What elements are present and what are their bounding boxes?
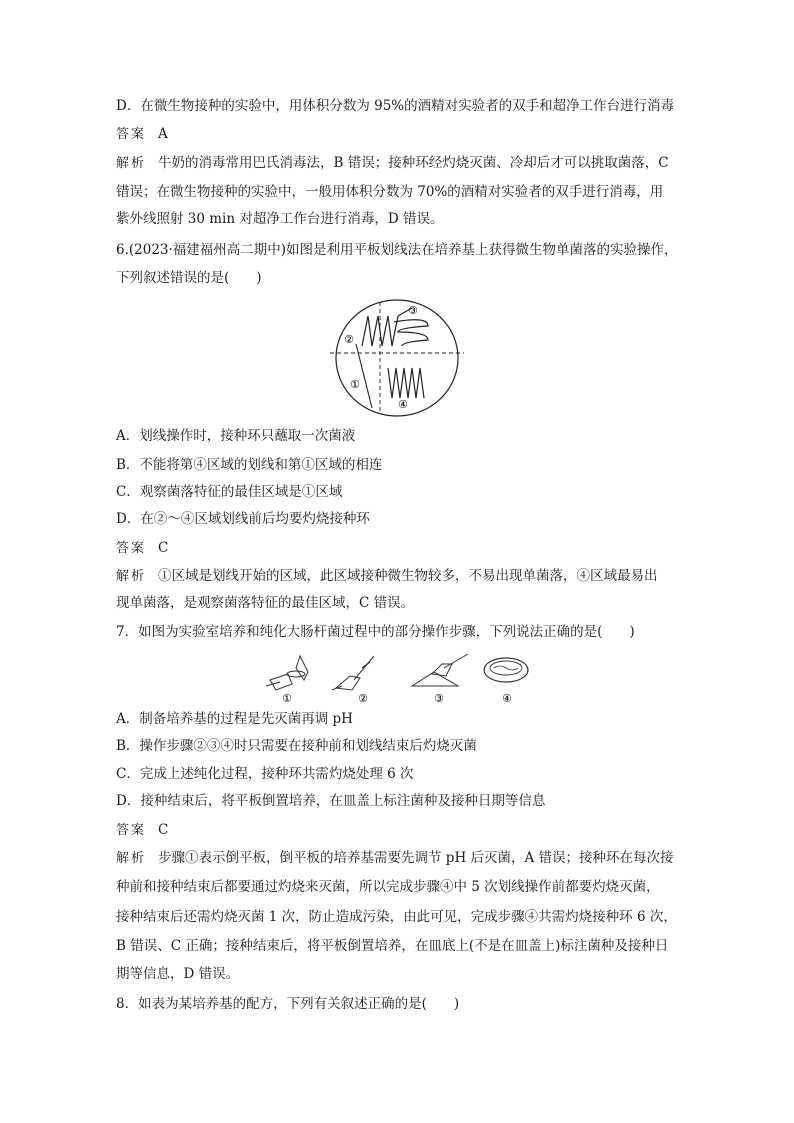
q6-option-b: B．不能将第④区域的划线和第①区域的相连	[116, 457, 383, 473]
q7-option-d: D．接种结束后，将平板倒置培养，在皿盖上标注菌种及接种日期等信息	[116, 793, 546, 809]
analysis-text: 步骤①表示倒平板，倒平板的培养基需要先调节 pH 后灭菌，A 错误；接种环在每次接	[158, 850, 674, 866]
step-4-incubated-plate	[484, 658, 528, 682]
q6-option-d: D．在②～④区域划线前后均要灼烧接种环	[116, 511, 370, 527]
q6-analysis-line-1	[116, 566, 686, 587]
q8-stem: 8．如表为某培养基的配方，下列有关叙述正确的是( )	[116, 996, 460, 1012]
streak-zone-1	[356, 344, 372, 408]
step-label-3: ③	[434, 692, 444, 705]
q6-option-a: A．划线操作时，接种环只蘸取一次菌液	[116, 428, 356, 444]
answer-tag: 答案	[116, 823, 147, 838]
step-2-inoculating-loop	[332, 656, 374, 690]
answer-tag: 答案	[116, 541, 147, 556]
q7-stem: 7．如图为实验室培养和纯化大肠杆菌过程中的部分操作步骤，下列说法正确的是( )	[116, 624, 635, 640]
streak-zone-4	[388, 368, 424, 398]
q6-stem-line-2: 下列叙述错误的是( )	[116, 270, 262, 286]
analysis-text: ①区域是划线开始的区域，此区域接种微生物较多，不易出现单菌落，④区域最易出	[158, 568, 658, 584]
streak-zone-2	[362, 316, 398, 346]
q7-option-b: B．操作步骤②③④时只需要在接种前和划线结束后灼烧灭菌	[116, 738, 477, 754]
q6-option-c: C．观察菌落特征的最佳区域是①区域	[116, 484, 343, 500]
q7-analysis-line-1	[116, 848, 686, 869]
q7-answer	[116, 820, 686, 841]
answer-tag: 答案	[116, 127, 147, 142]
streak-plate-figure	[328, 298, 466, 420]
q6-answer	[116, 538, 686, 559]
zone-label-3: ③	[408, 304, 418, 317]
analysis-text: 牛奶的消毒常用巴氏消毒法，B 错误；接种环经灼烧灭菌、冷却后才可以挑取菌落，C	[158, 155, 669, 171]
q5-analysis-line-2: 错误；在微生物接种的实验中，一般用体积分数为 70%的酒精对实验者的双手进行消毒，用	[116, 184, 664, 200]
step-1-pouring-plate	[266, 656, 308, 690]
analysis-tag: 解析	[116, 851, 147, 866]
step-label-1: ①	[282, 692, 292, 705]
answer-value: C	[158, 540, 169, 556]
q7-option-a: A．制备培养基的过程是先灭菌再调 pH	[116, 711, 353, 727]
q5-analysis-line-3: 紫外线照射 30 min 对超净工作台进行消毒，D 错误。	[116, 211, 444, 227]
q6-stem-line-1: 6.(2023·福建福州高二期中)如图是利用平板划线法在培养基上获得微生物单菌落的实验操作，	[116, 242, 678, 258]
streak-zone-3	[394, 320, 428, 346]
q5-analysis-line-1	[116, 153, 686, 174]
step-label-4: ④	[502, 692, 512, 705]
answer-value: A	[158, 126, 168, 142]
q5-answer	[116, 124, 686, 145]
q7-analysis-line-5: 期等信息，D 错误。	[116, 966, 240, 982]
answer-value: C	[158, 822, 169, 838]
procedure-steps-figure	[262, 650, 534, 706]
q7-analysis-line-2: 种前和接种结束后都要通过灼烧来灭菌，所以完成步骤④中 5 次划线操作前都要灼烧灭菌，	[116, 879, 660, 895]
zone-label-4: ④	[398, 398, 408, 411]
q7-analysis-line-4: B 错误、C 正确；接种结束后，将平板倒置培养，在皿底上(不是在皿盖上)标注菌种及接种日	[116, 938, 669, 954]
analysis-tag: 解析	[116, 569, 147, 584]
q7-option-c: C．完成上述纯化过程，接种环共需灼烧处理 6 次	[116, 766, 414, 782]
step-3-streaking	[412, 654, 468, 686]
analysis-tag: 解析	[116, 156, 147, 171]
q6-analysis-line-2: 现单菌落，是观察菌落特征的最佳区域，C 错误。	[116, 595, 415, 611]
step-label-2: ②	[358, 692, 368, 705]
petri-dish-outline	[336, 300, 458, 416]
q7-analysis-line-3: 接种结束后还需灼烧灭菌 1 次，防止造成污染，由此可见，完成步骤④共需灼烧接种环 6 次，	[116, 909, 677, 925]
zone-label-2: ②	[344, 333, 354, 346]
zone-label-1: ①	[350, 378, 360, 391]
q5-option-d: D．在微生物接种的实验中，用体积分数为 95%的酒精对实验者的双手和超净工作台进行消毒	[116, 98, 675, 114]
